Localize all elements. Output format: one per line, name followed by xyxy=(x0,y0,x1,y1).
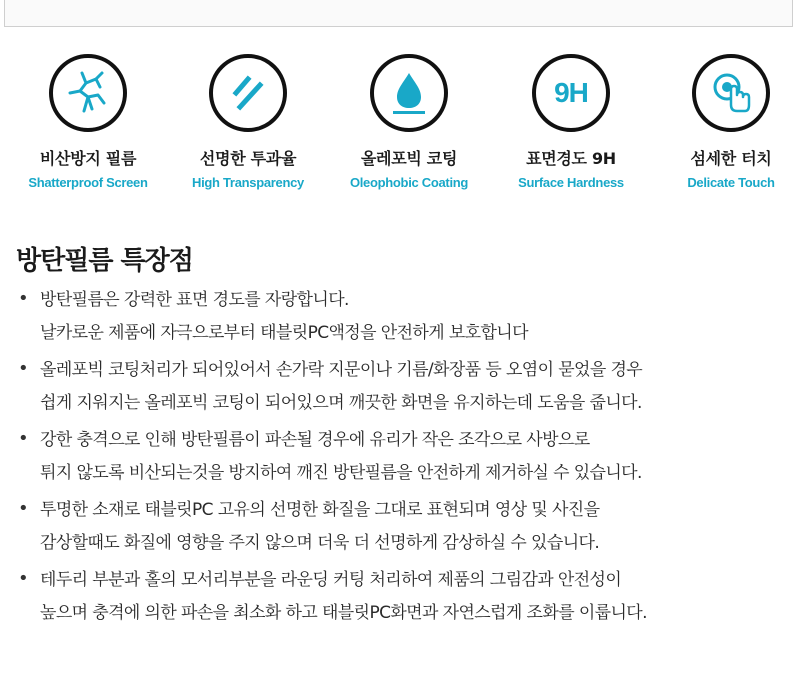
list-item xyxy=(18,494,788,560)
list-line: 높으며 충격에 의한 파손을 최소화 하고 태블릿PC화면과 자연스럽게 조화를 이룹니다. xyxy=(40,603,647,623)
list-line: 튀지 않도록 비산되는것을 방지하여 깨진 방탄필름을 안전하게 제거하실 수 있습니다. xyxy=(40,463,642,483)
bullet: • xyxy=(18,358,29,379)
feature-transparency xyxy=(168,54,328,190)
list-item xyxy=(18,564,788,630)
list-line: 방탄필름은 강력한 표면 경도를 자랑합니다. xyxy=(40,290,349,310)
list-item xyxy=(18,354,788,420)
feature-list xyxy=(18,284,788,634)
list-item xyxy=(18,284,788,350)
feature-hardness xyxy=(491,54,651,190)
list-line: 올레포빅 코팅처리가 되어있어서 손가락 지문이나 기름/화장품 등 오염이 묻었을 경우 xyxy=(40,360,643,380)
transparency-icon xyxy=(209,54,287,132)
bullet: • xyxy=(18,288,29,309)
list-line: 쉽게 지워지는 올레포빅 코팅이 되어있으며 깨끗한 화면을 유지하는데 도움을 줍니다. xyxy=(40,393,642,413)
list-line: 투명한 소재로 태블릿PC 고유의 선명한 화질을 그대로 표현되며 영상 및 사진을 xyxy=(40,500,600,520)
feature-title: 올레포빅 코팅 xyxy=(360,149,458,168)
feature-touch xyxy=(651,54,800,190)
list-line: 테두리 부분과 홀의 모서리부분을 라운딩 커팅 처리하여 제품의 그림감과 안전성이 xyxy=(40,570,622,590)
list-line: 날카로운 제품에 자극으로부터 태블릿PC액정을 안전하게 보호합니다 xyxy=(40,323,528,343)
section-title: 방탄필름 특장점 xyxy=(16,246,193,276)
water-drop-icon xyxy=(370,54,448,132)
feature-subtitle: Oleophobic Coating xyxy=(349,175,469,190)
feature-subtitle: Surface Hardness xyxy=(518,175,624,190)
hardness-badge: 9H xyxy=(554,77,588,108)
hardness-9h-icon xyxy=(532,54,610,132)
list-line: 감상할때도 화질에 영향을 주지 않으며 더욱 더 선명하게 감상하실 수 있습니다. xyxy=(40,533,600,553)
feature-title: 선명한 투과율 xyxy=(199,149,297,168)
feature-title: 표면경도 9H xyxy=(526,149,616,168)
shatterproof-icon xyxy=(49,54,127,132)
bullet: • xyxy=(18,568,29,589)
feature-title: 섬세한 터치 xyxy=(690,149,772,168)
touch-icon xyxy=(692,54,770,132)
feature-subtitle: Shatterproof Screen xyxy=(28,175,148,190)
list-item xyxy=(18,424,788,490)
feature-shatterproof xyxy=(8,54,168,190)
list-line: 강한 충격으로 인해 방탄필름이 파손될 경우에 유리가 작은 조각으로 사방으로 xyxy=(40,430,590,450)
feature-subtitle: Delicate Touch xyxy=(687,175,775,190)
feature-subtitle: High Transparency xyxy=(192,175,304,190)
feature-oleophobic xyxy=(329,54,489,190)
top-frame xyxy=(4,0,793,27)
feature-row xyxy=(0,54,800,204)
bullet: • xyxy=(18,428,29,449)
feature-title: 비산방지 필름 xyxy=(39,149,137,168)
bullet: • xyxy=(18,498,29,519)
